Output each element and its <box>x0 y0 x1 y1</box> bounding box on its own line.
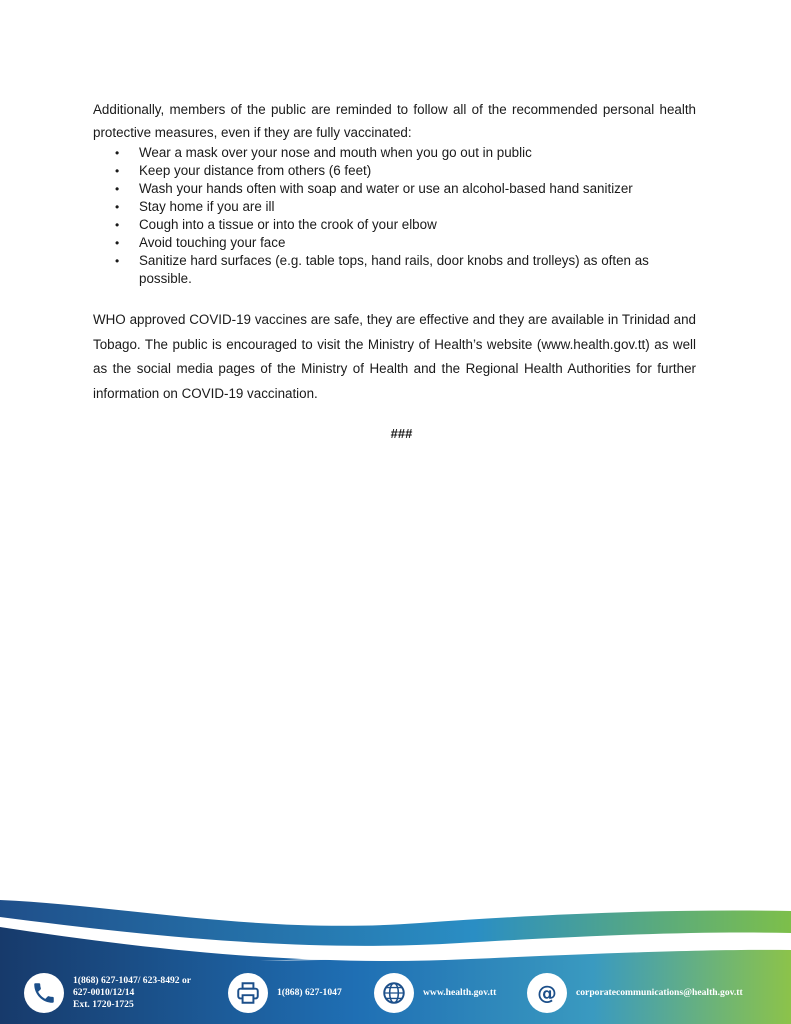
bullet: • <box>115 200 120 214</box>
document-body <box>93 98 696 406</box>
intro-paragraph: Additionally, members of the public are reminded to follow all of the recommended personal health protective measures, even if they are fully vaccinated: <box>93 102 696 140</box>
phone-icon <box>24 973 64 1013</box>
list-item <box>115 162 696 180</box>
list-item-text: Sanitize hard surfaces (e.g. table tops, hand rails, door knobs and trolleys) as often as possible. <box>139 253 649 286</box>
list-item-text: Keep your distance from others (6 feet) <box>139 163 372 178</box>
bullet: • <box>115 164 120 178</box>
list-item <box>115 252 696 288</box>
fax-icon <box>228 973 268 1013</box>
bullet: • <box>115 236 120 250</box>
bullet: • <box>115 218 120 232</box>
phone-line-3: Ext. 1720-1725 <box>73 999 134 1010</box>
phone-line-2: 627-0010/12/14 <box>73 987 135 998</box>
contact-email <box>527 973 743 1013</box>
list-item <box>115 198 696 216</box>
email-link[interactable]: corporatecommunications@health.gov.tt <box>576 987 743 998</box>
bullet: • <box>115 146 120 160</box>
list-item-text: Cough into a tissue or into the crook of your elbow <box>139 217 437 232</box>
contact-website <box>374 973 496 1013</box>
contact-phone <box>24 973 191 1013</box>
website-link[interactable]: www.health.gov.tt <box>423 987 497 998</box>
bullet: • <box>115 182 120 196</box>
list-item-text: Wear a mask over your nose and mouth when you go out in public <box>139 145 532 160</box>
globe-icon <box>374 973 414 1013</box>
closing-paragraph: WHO approved COVID-19 vaccines are safe, they are effective and they are available in Trinidad and Tobago. The public is encouraged to visit the Ministry of Health’s website (www.health.gov.tt) as well as the social media pages of the Ministry of Health and the Regional Health Authorities for further information on COVID-19 vaccination. <box>93 312 696 401</box>
protective-measures-list <box>93 144 696 288</box>
list-item <box>115 144 696 162</box>
page-footer <box>0 895 791 1024</box>
list-item-text: Wash your hands often with soap and water or use an alcohol-based hand sanitizer <box>139 181 633 196</box>
at-icon <box>527 973 567 1013</box>
list-item <box>115 234 696 252</box>
list-item <box>115 216 696 234</box>
phone-line-1: 1(868) 627-1047/ 623-8492 or <box>73 975 192 986</box>
svg-text:@: @ <box>537 981 557 1005</box>
list-item <box>115 180 696 198</box>
fax-number: 1(868) 627-1047 <box>277 987 342 998</box>
contact-fax <box>228 973 342 1013</box>
list-item-text: Stay home if you are ill <box>139 199 275 214</box>
bullet: • <box>115 254 120 268</box>
end-mark: ### <box>390 426 413 441</box>
list-item-text: Avoid touching your face <box>139 235 286 250</box>
